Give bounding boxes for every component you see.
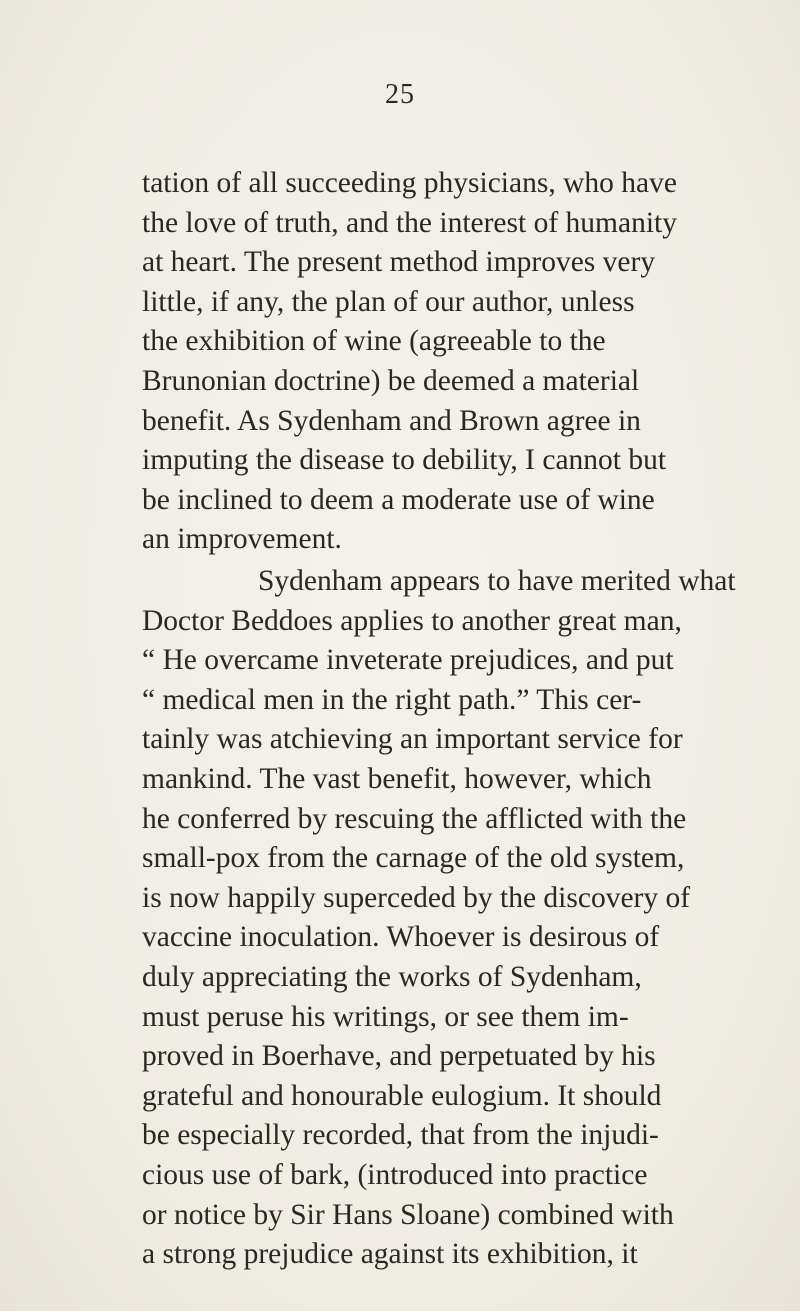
text-line: he conferred by rescuing the afflicted with the [142, 802, 687, 835]
text-line: vaccine inoculation. Whoever is desirous of [142, 921, 660, 954]
paragraph-1 [142, 164, 782, 560]
text-line: Doctor Beddoes applies to another great man, [142, 604, 682, 637]
page-number: 25 [385, 79, 415, 110]
text-line: “ medical men in the right path.” This cer- [142, 683, 642, 716]
text-line: an improvement. [142, 523, 342, 556]
text-line: tation of all succeeding physicians, who have [142, 167, 677, 199]
text-line: the exhibition of wine (agreeable to the [142, 325, 606, 358]
text-line: must peruse his writings, or see them im- [142, 1000, 629, 1033]
text-line: imputing the disease to debility, I cannot but [142, 444, 667, 477]
text-line: “ He overcame inveterate prejudices, and put [142, 644, 674, 677]
text-line: the love of truth, and the interest of humanity [142, 206, 677, 239]
text-line: be especially recorded, that from the injudi- [142, 1119, 659, 1152]
text-line: be inclined to deem a moderate use of wine [142, 483, 655, 516]
text-line: little, if any, the plan of our author, unless [142, 285, 635, 318]
text-line: cious use of bark, (introduced into practice [142, 1158, 648, 1191]
text-line: proved in Boerhave, and perpetuated by his [142, 1040, 656, 1073]
text-line: tainly was atchieving an important service for [142, 723, 683, 756]
text-line: at heart. The present method improves very [142, 246, 656, 279]
text-line: Sydenham appears to have merited what [258, 565, 736, 597]
text-line: Brunonian doctrine) be deemed a material [142, 364, 640, 397]
text-line: a strong prejudice against its exhibition, it [142, 1238, 638, 1271]
text-line: mankind. The vast benefit, however, which [142, 762, 652, 795]
text-line: or notice by Sir Hans Sloane) combined with [142, 1198, 674, 1231]
text-line: small-pox from the carnage of the old system, [142, 842, 685, 875]
text-line: grateful and honourable eulogium. It should [142, 1079, 662, 1112]
text-line: is now happily superceded by the discovery of [142, 881, 691, 914]
paragraph-2 [142, 562, 782, 1275]
text-line: duly appreciating the works of Sydenham, [142, 960, 642, 993]
text-line: benefit. As Sydenham and Brown agree in [142, 404, 641, 437]
